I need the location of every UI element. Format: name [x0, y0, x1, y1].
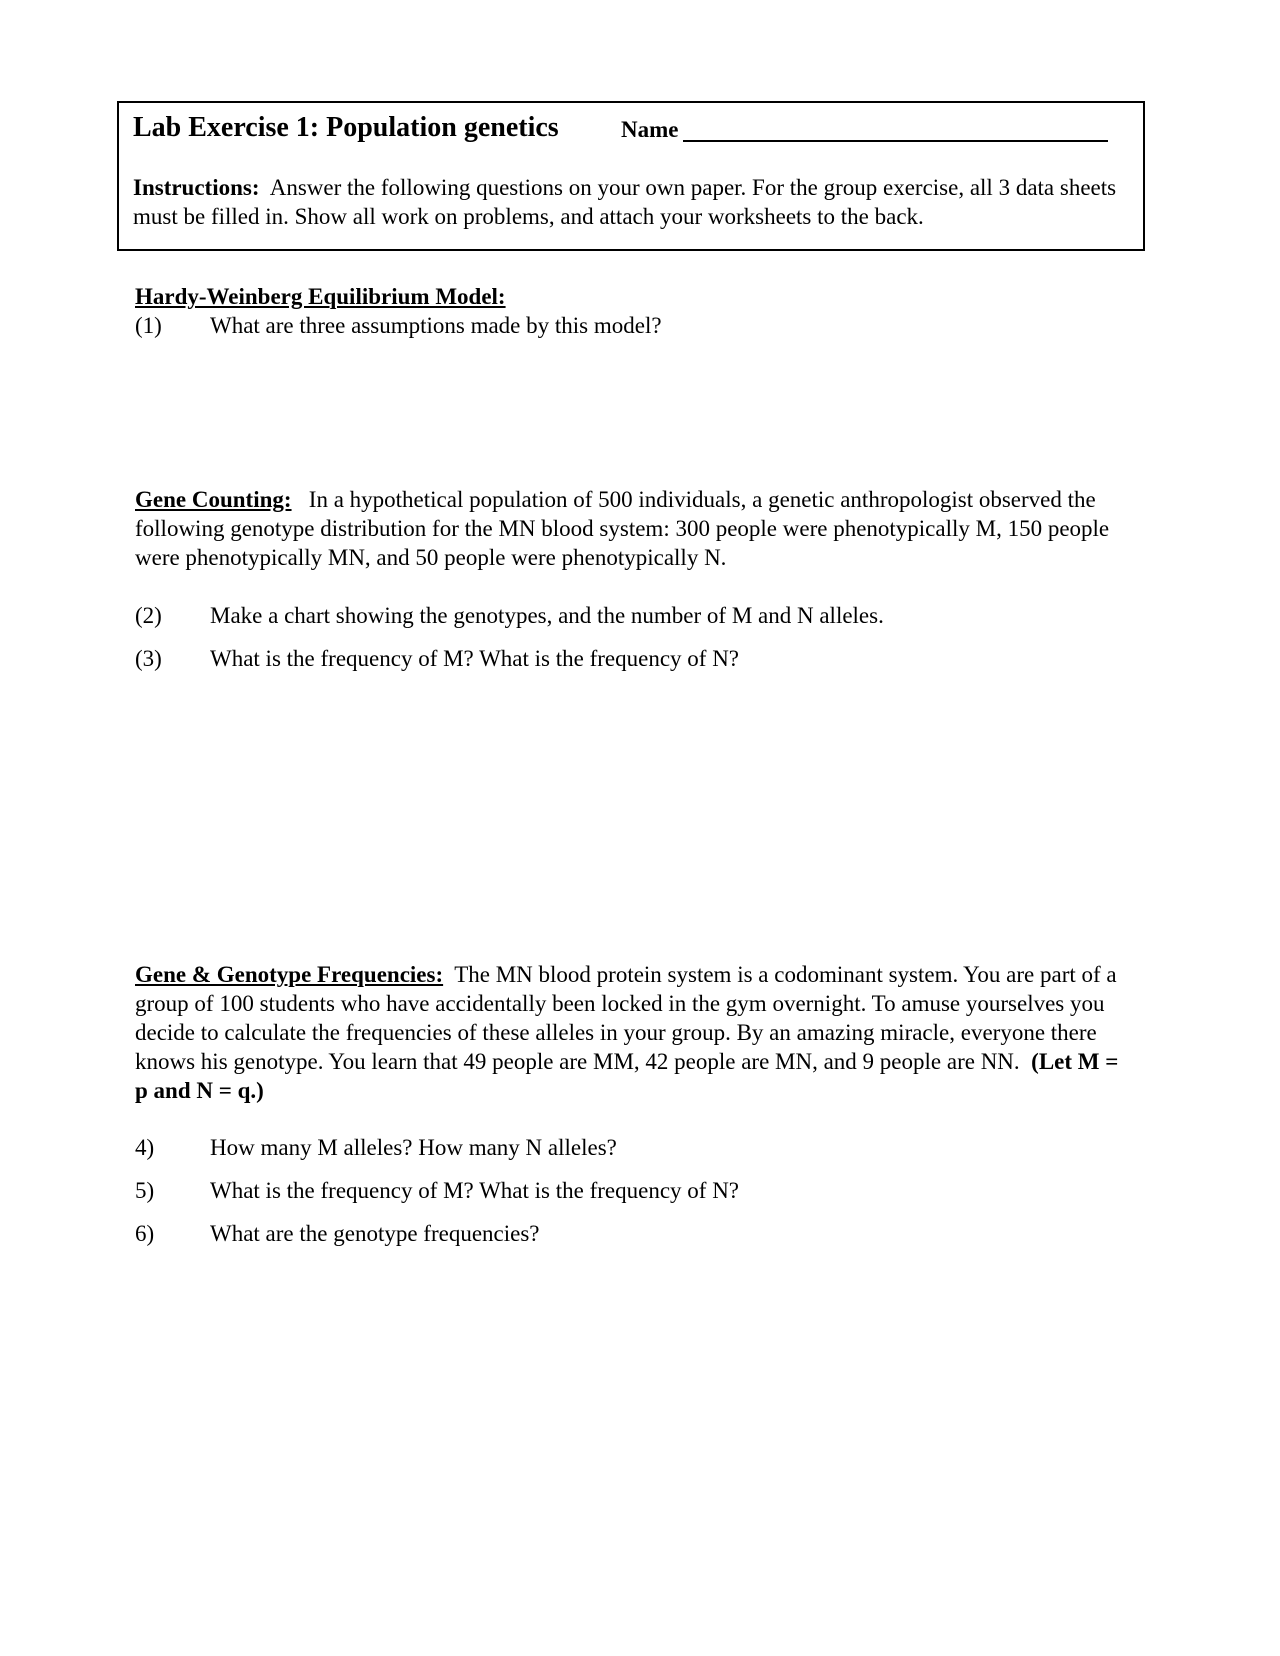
instructions-label: Instructions: — [133, 175, 260, 200]
gene-genotype-heading: Gene & Genotype Frequencies: — [135, 962, 444, 987]
question-text: What are three assumptions made by this model? — [210, 313, 662, 338]
question-4 — [135, 1133, 1135, 1162]
gene-genotype-note: (Let M = p and N = q.) — [135, 1049, 1119, 1103]
question-number: 4) — [135, 1135, 155, 1160]
question-number: (2) — [135, 603, 162, 628]
question-number: (1) — [135, 313, 162, 338]
instructions-text: Answer the following questions on your own paper. For the group exercise, all 3 data sheets must be filled in. Show all work on problems, and attach your worksheets to the back. — [133, 175, 1117, 229]
question-5 — [135, 1176, 1135, 1205]
question-text: What is the frequency of M? What is the frequency of N? — [210, 1178, 740, 1203]
question-text: Make a chart showing the genotypes, and the number of M and N alleles. — [210, 603, 884, 628]
question-6 — [135, 1219, 1135, 1248]
question-number: 6) — [135, 1221, 155, 1246]
name-field-line[interactable] — [683, 140, 1108, 142]
gene-counting-text: In a hypothetical population of 500 individuals, a genetic anthropologist observed the following genotype distribution for the MN blood system: 300 people were phenotypically M, 150 people were phenotypically MN, and 50 people were phenotypically N. — [135, 487, 1110, 570]
question-1 — [135, 311, 1135, 340]
question-number: 5) — [135, 1178, 155, 1203]
question-text: What is the frequency of M? What is the frequency of N? — [210, 646, 740, 671]
hardy-weinberg-heading — [135, 282, 506, 311]
gene-genotype-text: The MN blood protein system is a codominant system. You are part of a group of 100 students who have accidentally been locked in the gym overnight. To amuse yourselves you decide to calculate the frequencies of these alleles in your group. By an amazing miracle, everyone there knows his genotype. You learn that 49 people are MM, 42 people are MN, and 9 people are NN. — [135, 962, 1117, 1074]
page-title: Lab Exercise 1: Population genetics — [133, 112, 559, 143]
question-text: How many M alleles? How many N alleles? — [210, 1135, 617, 1160]
gene-counting-section — [135, 485, 1135, 572]
question-number: (3) — [135, 646, 162, 671]
name-label: Name — [621, 117, 679, 142]
gene-counting-heading: Gene Counting: — [135, 487, 292, 512]
instructions — [133, 173, 1133, 231]
question-2 — [135, 601, 1135, 630]
question-text: What are the genotype frequencies? — [210, 1221, 540, 1246]
hardy-weinberg-heading-text: Hardy-Weinberg Equilibrium Model: — [135, 284, 506, 309]
gene-genotype-section — [135, 960, 1135, 1105]
question-3 — [135, 644, 1135, 673]
